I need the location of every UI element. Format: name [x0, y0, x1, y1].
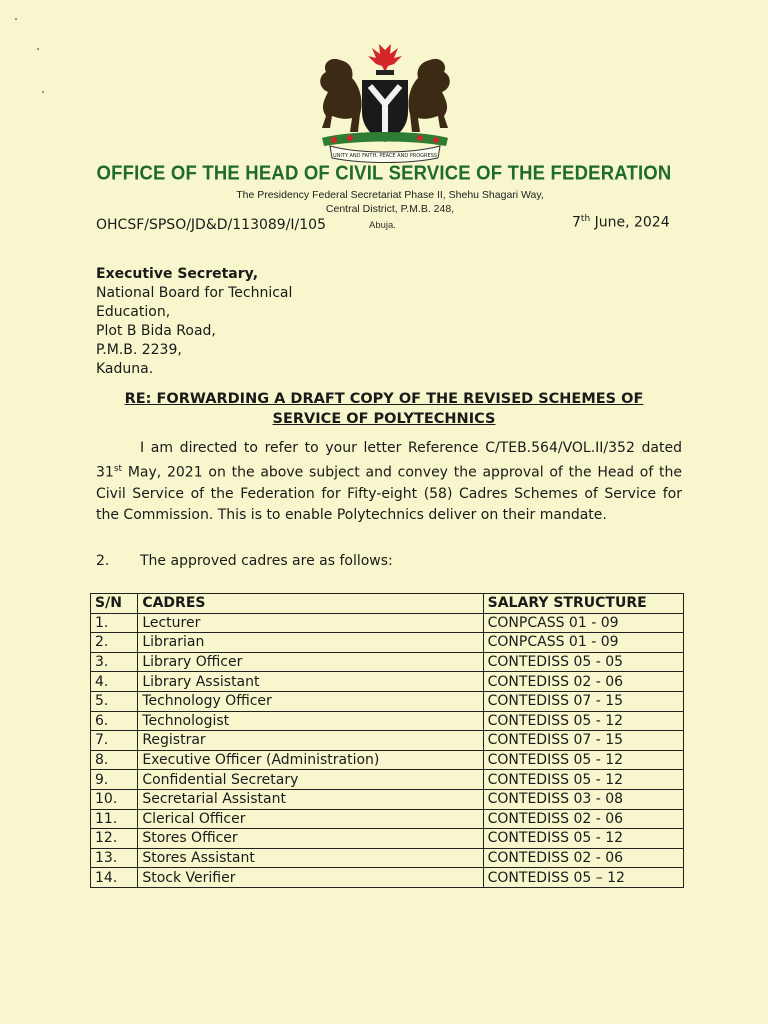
header-salary-structure: SALARY STRUCTURE: [483, 594, 683, 614]
cell-cadre: Clerical Officer: [138, 809, 483, 829]
cell-salary: CONTEDISS 02 - 06: [483, 848, 683, 868]
letter-subject: [96, 389, 672, 429]
cell-sn: 5.: [91, 691, 138, 711]
cell-cadre: Confidential Secretary: [138, 770, 483, 790]
recipient-line: National Board for Technical: [96, 285, 293, 301]
date-suffix: th: [580, 214, 591, 224]
cell-sn: 11.: [91, 809, 138, 829]
cell-cadre: Stock Verifier: [138, 868, 483, 888]
office-title: OFFICE OF THE HEAD OF CIVIL SERVICE OF THE FEDERATION: [96, 161, 672, 184]
recipient-title: Executive Secretary,: [96, 266, 259, 282]
table-row: [91, 829, 684, 849]
table-row: [91, 711, 684, 731]
recipient-line: Kaduna.: [96, 361, 154, 377]
table-row: [91, 672, 684, 692]
cell-salary: CONPCASS 01 - 09: [483, 633, 683, 653]
cell-sn: 2.: [91, 633, 138, 653]
date-rest: June, 2024: [590, 214, 670, 231]
cell-sn: 7.: [91, 731, 138, 751]
cell-cadre: Librarian: [138, 633, 483, 653]
date-day: 7: [572, 214, 581, 231]
recipient-line: Education,: [96, 304, 171, 320]
cell-salary: CONTEDISS 02 - 06: [483, 809, 683, 829]
cell-cadre: Stores Officer: [138, 829, 483, 849]
cell-cadre: Registrar: [138, 731, 483, 751]
cell-sn: 9.: [91, 770, 138, 790]
cell-salary: CONPCASS 01 - 09: [483, 613, 683, 633]
table-header-row: [91, 594, 684, 614]
table-row: [91, 789, 684, 809]
recipient-line: P.M.B. 2239,: [96, 342, 182, 358]
cell-salary: CONTEDISS 05 - 12: [483, 829, 683, 849]
cell-salary: CONTEDISS 05 - 12: [483, 750, 683, 770]
table-row: [91, 770, 684, 790]
paragraph-1-part-2: May, 2021 on the above subject and convey the approval of the Head of the Civil Service of the Federation for Fifty-eight (58) Cadres Schemes of Service for the Commission. This is to enable Polytechnics deliver on their mandate.: [96, 464, 682, 523]
table-row: [91, 613, 684, 633]
cell-sn: 1.: [91, 613, 138, 633]
header-sn: S/N: [91, 594, 138, 614]
cell-sn: 6.: [91, 711, 138, 731]
paragraph-2-text: The approved cadres are as follows:: [140, 553, 393, 569]
cell-salary: CONTEDISS 05 - 12: [483, 770, 683, 790]
cell-sn: 8.: [91, 750, 138, 770]
cell-cadre: Executive Officer (Administration): [138, 750, 483, 770]
cell-salary: CONTEDISS 07 - 15: [483, 691, 683, 711]
address-line-2: Central District, P.M.B. 248,: [325, 203, 455, 215]
cell-cadre: Secretarial Assistant: [138, 789, 483, 809]
paper-speck: [42, 91, 44, 93]
cell-sn: 13.: [91, 848, 138, 868]
cell-sn: 14.: [91, 868, 138, 888]
paragraph-1-sup: st: [113, 464, 123, 474]
body-paragraph-1: [96, 438, 682, 526]
table-row: [91, 750, 684, 770]
cell-cadre: Technologist: [138, 711, 483, 731]
cell-cadre: Library Officer: [138, 652, 483, 672]
table-row: [91, 633, 684, 653]
table-row: [91, 868, 684, 888]
paper-speck: [15, 18, 17, 20]
address-city: Abuja.: [369, 220, 396, 231]
cell-sn: 10.: [91, 789, 138, 809]
cell-sn: 4.: [91, 672, 138, 692]
cell-sn: 12.: [91, 829, 138, 849]
reference-number: OHCSF/SPSO/JD&D/113089/I/105: [96, 217, 326, 233]
cell-salary: CONTEDISS 02 - 06: [483, 672, 683, 692]
cell-salary: CONTEDISS 07 - 15: [483, 731, 683, 751]
address-line-1: The Presidency Federal Secretariat Phase II, Shehu Shagari Way,: [236, 189, 544, 201]
cell-salary: CONTEDISS 03 - 08: [483, 789, 683, 809]
header-cadres: CADRES: [138, 594, 483, 614]
office-address: [150, 188, 630, 216]
cadres-table: [90, 593, 684, 888]
subject-line-2: SERVICE OF POLYTECHNICS: [272, 411, 496, 427]
letter-date: [572, 214, 670, 231]
cell-cadre: Library Assistant: [138, 672, 483, 692]
cell-salary: CONTEDISS 05 - 12: [483, 711, 683, 731]
cell-salary: CONTEDISS 05 - 05: [483, 652, 683, 672]
coat-of-arms-icon: [300, 42, 470, 164]
table-row: [91, 691, 684, 711]
table-row: [91, 848, 684, 868]
crest-motto: UNITY AND FAITH, PEACE AND PROGRESS: [332, 153, 438, 159]
table-row: [91, 809, 684, 829]
cell-salary: CONTEDISS 05 – 12: [483, 868, 683, 888]
cell-cadre: Lecturer: [138, 613, 483, 633]
table-row: [91, 731, 684, 751]
cell-cadre: Technology Officer: [138, 691, 483, 711]
paragraph-1-part-1: I am directed to refer to your letter Reference C/TEB.564/VOL.II/352 dated 31: [96, 440, 682, 481]
recipient-line: Plot B Bida Road,: [96, 323, 216, 339]
body-paragraph-2: [96, 553, 393, 569]
cell-cadre: Stores Assistant: [138, 848, 483, 868]
paragraph-2-number: 2.: [96, 553, 110, 569]
paper-speck: [37, 48, 39, 50]
recipient-block: [96, 265, 292, 379]
subject-line-1: RE: FORWARDING A DRAFT COPY OF THE REVISED SCHEMES OF: [124, 391, 644, 407]
cell-sn: 3.: [91, 652, 138, 672]
table-row: [91, 652, 684, 672]
